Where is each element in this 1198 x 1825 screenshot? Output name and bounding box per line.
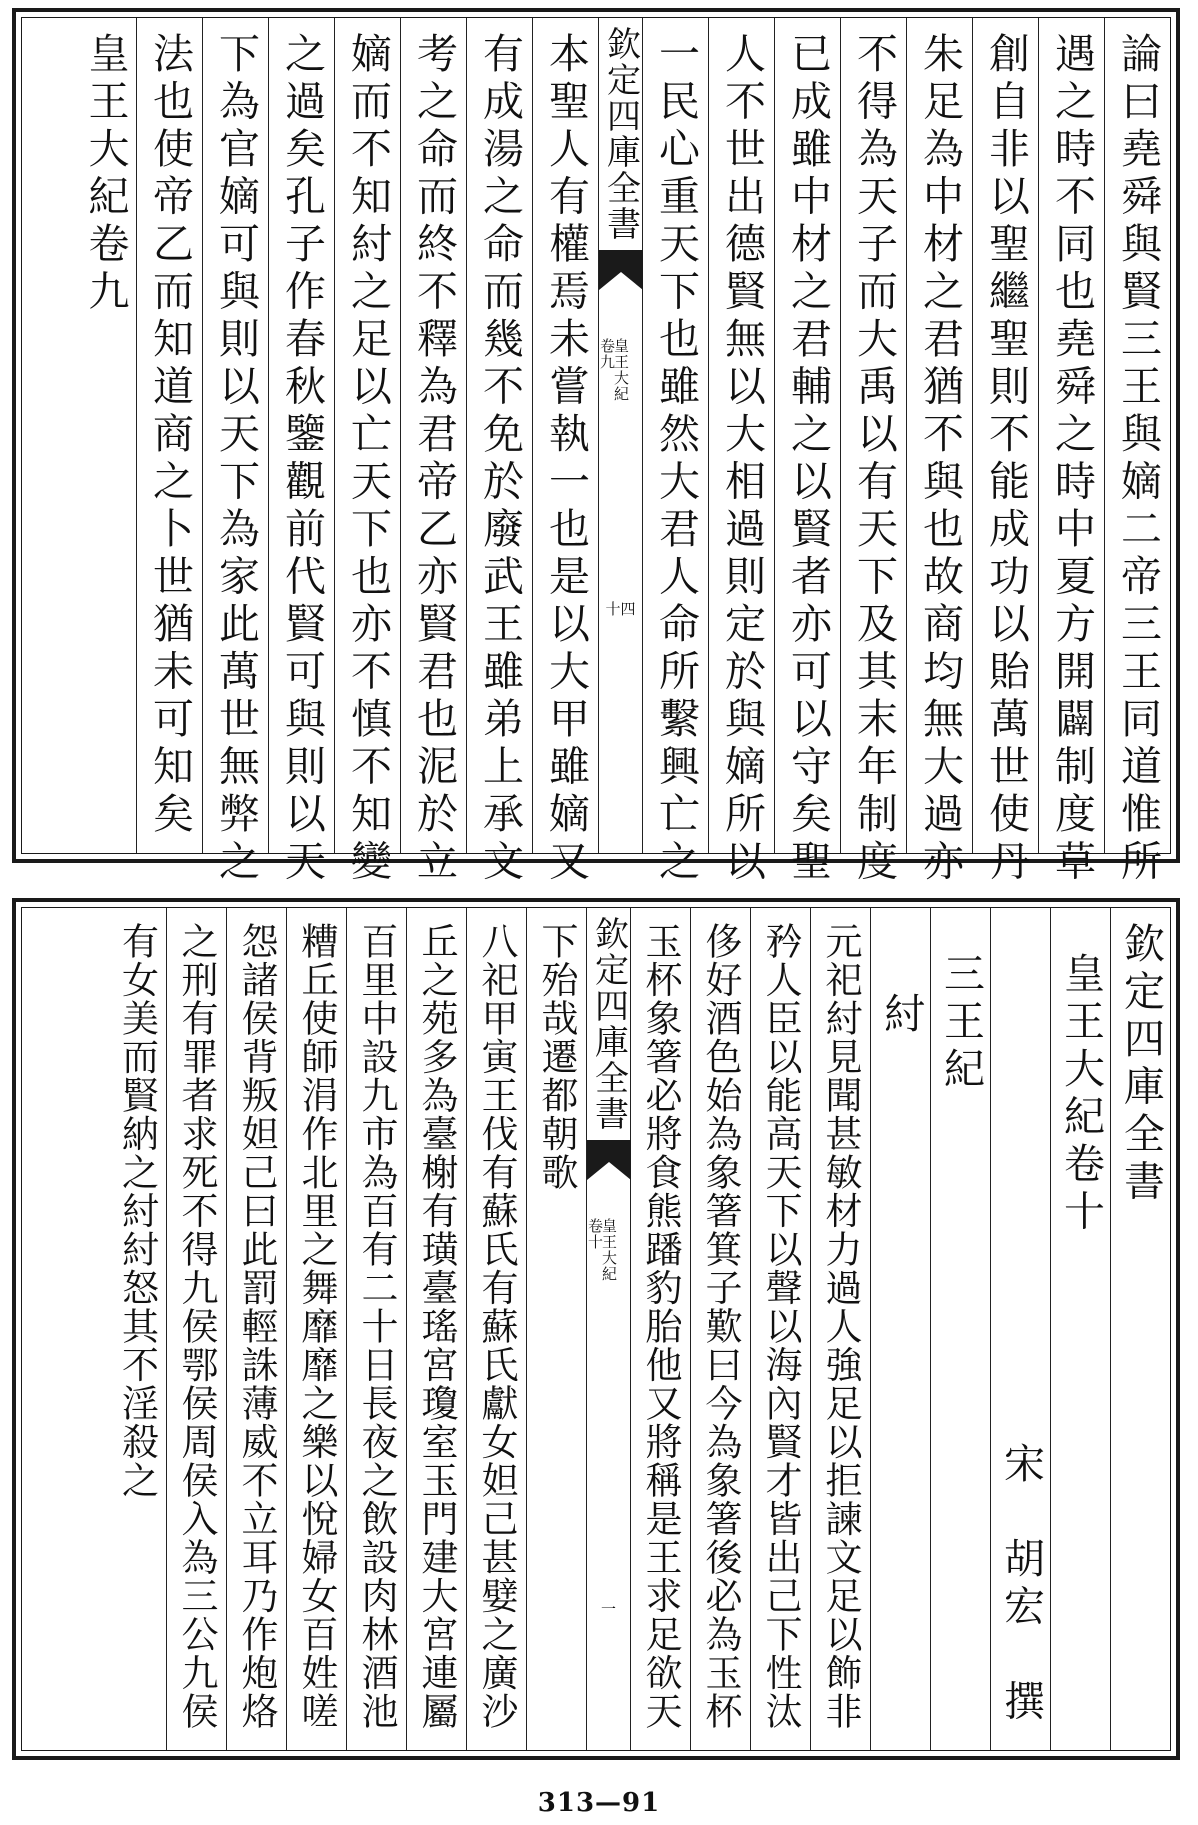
chapter-title: 紂: [877, 992, 925, 1040]
column-text: 丘之苑多為臺榭有璜臺瑤宮瓊室玉門建大宮連屬: [415, 922, 458, 1731]
column-text: 人不世出德賢無以大相過則定於與嫡所以: [718, 32, 766, 887]
strip-subtitle: 皇王大紀: [612, 338, 630, 402]
text-column: [990, 908, 1050, 1750]
column-text: 下為官嫡可與則以天下為家此萬世無弊之: [212, 32, 260, 887]
fishtail-mark-icon: [599, 250, 643, 310]
column-text: 玉杯象箸必將食熊蹯豹胎他又將稱是王求足欲天: [639, 922, 682, 1731]
text-column: [268, 18, 334, 887]
section-title: 三王紀: [937, 952, 985, 1095]
text-column: [870, 908, 930, 1750]
center-fold-strip: [598, 18, 642, 853]
text-column: [466, 908, 526, 1750]
text-column: [74, 18, 136, 853]
text-column: [136, 18, 202, 853]
text-column: [202, 18, 268, 887]
strip-title: 欽定四庫全書: [588, 916, 629, 1132]
text-column: [532, 18, 598, 887]
text-column: [708, 18, 774, 887]
text-column: [526, 908, 586, 1750]
column-text: 論曰堯舜與賢三王與嫡二帝三王同道惟所: [1114, 32, 1162, 887]
text-column: [334, 18, 400, 887]
column-text: 下殆哉遷都朝歌: [535, 922, 578, 1192]
column-text: 元祀紂見聞甚敏材力過人強足以拒諫文足以飾非: [819, 922, 862, 1731]
volume-title: 皇王大紀卷十: [1057, 952, 1105, 1237]
bottom-text-frame: [21, 907, 1171, 1751]
text-column: [406, 908, 466, 1750]
book-title: 欽定四庫全書: [1117, 922, 1165, 1207]
text-column: [400, 18, 466, 887]
text-column: [642, 18, 708, 887]
text-column: [930, 908, 990, 1750]
strip-volume: 卷十: [586, 1218, 604, 1250]
text-column: [1110, 908, 1170, 1750]
page-number: 313—91: [537, 1788, 661, 1818]
text-column: [466, 18, 532, 887]
strip-title: 欽定四庫全書: [600, 26, 641, 242]
text-column: [1038, 18, 1104, 887]
strip-subtitle: 皇王大紀: [600, 1218, 618, 1282]
column-text: 百里中設九市為百有二十日長夜之飲設肉林酒池: [355, 922, 398, 1731]
text-column: [840, 18, 906, 887]
text-column: [286, 908, 346, 1750]
strip-volume: 卷九: [598, 338, 616, 370]
text-column: [346, 908, 406, 1750]
author-line: 宋 胡宏 撰: [997, 1442, 1045, 1727]
column-text: 遇之時不同也堯舜之時中夏方開闢制度草: [1048, 32, 1096, 887]
column-text: 一民心重天下也雖然大君人命所繫興亡之: [652, 32, 700, 887]
text-column: [226, 908, 286, 1750]
column-text: 考之命而終不釋為君帝乙亦賢君也泥於立: [410, 32, 458, 887]
column-text: 糟丘使師涓作北里之舞靡靡之樂以悅婦女百姓嗟: [295, 922, 338, 1731]
strip-folio-number: 十四: [605, 600, 636, 618]
text-column: [166, 908, 226, 1750]
column-text: 不得為天子而大禹以有天下及其末年制度: [850, 32, 898, 887]
column-text: 朱足為中材之君猶不與也故商均無大過亦: [916, 32, 964, 887]
column-text: 法也使帝乙而知道商之卜世猶未可知矣: [146, 32, 194, 840]
text-column: [774, 18, 840, 887]
text-column: [1050, 908, 1110, 1750]
column-text: 有成湯之命而幾不免於廢武王雖弟上承文: [476, 32, 524, 887]
text-column: [630, 908, 690, 1750]
column-text: 之過矣孔子作春秋鑒觀前代賢可與則以天: [278, 32, 326, 887]
column-text: 已成雖中材之君輔之以賢者亦可以守矣聖: [784, 32, 832, 887]
text-column: [906, 18, 972, 887]
column-text: 怨諸侯背叛妲己曰此罰輕誅薄威不立耳乃作炮烙: [235, 922, 278, 1731]
column-text: 八祀甲寅王伐有蘇氏有蘇氏獻女妲己甚嬖之廣沙: [475, 922, 518, 1731]
column-text: 之刑有罪者求死不得九侯鄂侯周侯入為三公九侯: [175, 922, 218, 1731]
text-column: [108, 908, 166, 1750]
text-column: [810, 908, 870, 1750]
center-fold-strip: [586, 908, 630, 1750]
column-text: 本聖人有權焉未嘗執一也是以大甲雖嫡又: [542, 32, 590, 887]
column-text: 侈好酒色始為象箸箕子歎曰今為象箸後必為玉杯: [699, 922, 742, 1731]
text-column: [690, 908, 750, 1750]
text-column: [750, 908, 810, 1750]
strip-folio-number: 一: [600, 1600, 617, 1618]
column-text: 有女美而賢納之紂紂怒其不淫殺之: [115, 922, 159, 1500]
text-column: [1104, 18, 1170, 887]
top-folio-page: [12, 8, 1180, 887]
column-text: 嫡而不知紂之足以亡天下也亦不慎不知變: [344, 32, 392, 887]
column-text: 創自非以聖繼聖則不能成功以貽萬世使丹: [982, 32, 1030, 887]
volume-end-title: 皇王大紀卷九: [81, 32, 130, 317]
column-text: 矜人臣以能高天下以聲以海內賢才皆出己下性汰: [759, 922, 802, 1731]
text-column: [972, 18, 1038, 887]
fishtail-mark-icon: [587, 1140, 631, 1200]
top-text-frame: [21, 17, 1171, 887]
bottom-folio-page: [12, 898, 1180, 1760]
